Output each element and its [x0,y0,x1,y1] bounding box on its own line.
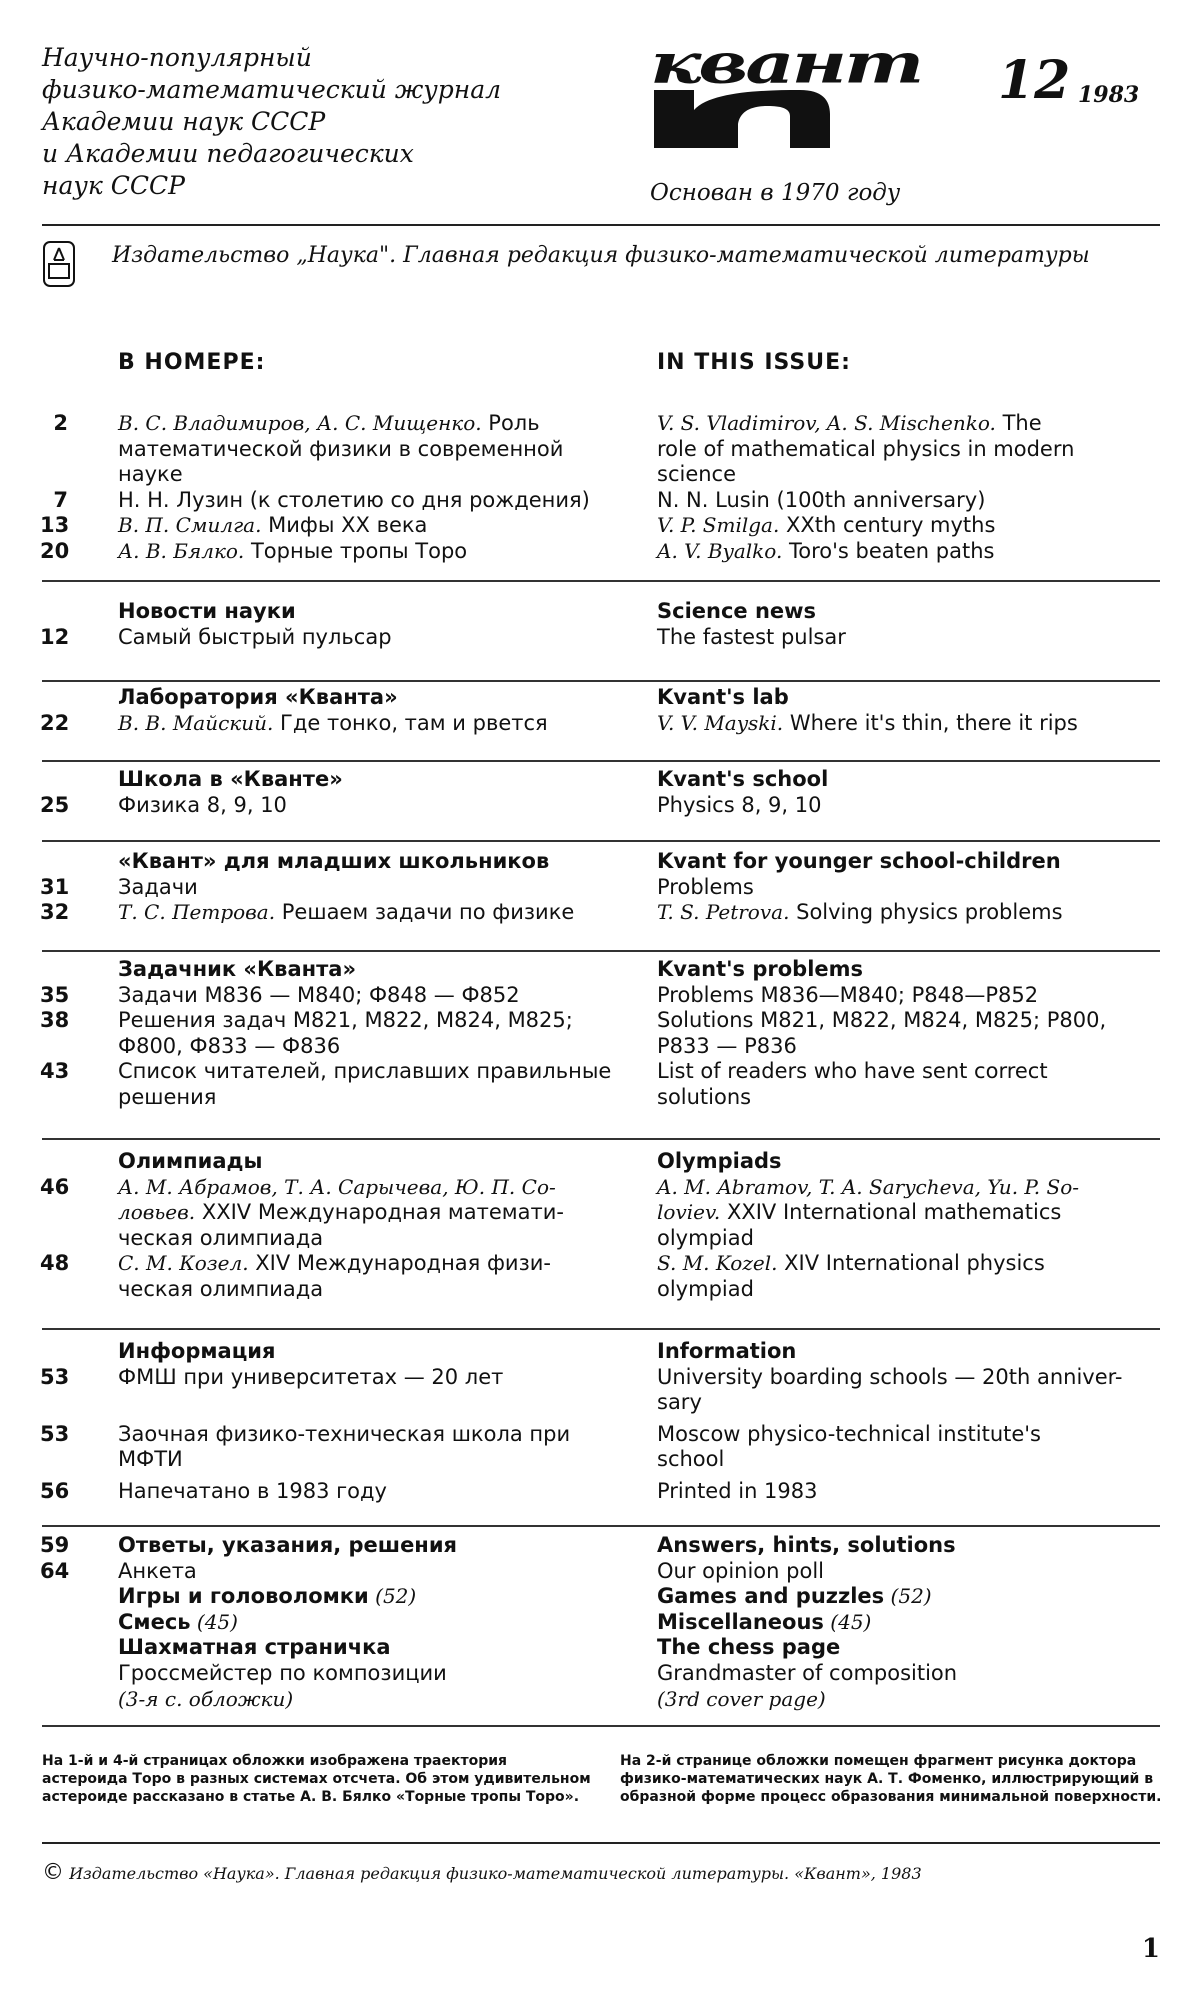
entry-line-ru [118,1033,340,1059]
page-ref: 22 [40,710,70,735]
final-item-ru [118,1609,238,1635]
entry-line-en [657,1058,1048,1084]
entry-text: математической физики в современной [118,436,564,461]
author-names: A. V. Byalko. [657,539,783,563]
entry-text: olympiad [657,1225,754,1250]
item-label: Игры и головоломки [118,1584,369,1609]
section-title-en: Kvant's school [657,767,829,791]
entry-line-ru [118,1421,570,1447]
entry-text: Физика 8, 9, 10 [118,792,287,817]
item-page-note: (45) [823,1609,872,1634]
item-page-note: (45) [190,1609,238,1634]
section-title-en: Science news [657,599,817,623]
entry-text: Toro's beaten paths [782,539,995,563]
author-names: В. В. Майский. [118,710,274,735]
heading-ru: В НОМЕРЕ: [118,350,266,375]
entry-text: Moscow physico-technical institute's [657,1421,1041,1446]
entry-text: XXth century myths [779,513,996,538]
final-item-en [657,1532,956,1558]
entry-text: The fastest pulsar [657,624,846,649]
page-ref: 53 [40,1364,70,1389]
entry-line-ru [118,1364,503,1390]
entry-text: olympiad [657,1277,754,1301]
entry-text: Заочная физико-техническая школа при [118,1421,571,1446]
page-ref: 31 [40,874,70,899]
entry-text: List of readers who have sent correct [657,1059,1048,1084]
section-title-ru: Лаборатория «Кванта» [118,685,398,709]
page-ref: 12 [40,624,70,649]
entry-text: Список читателей, приславших правильные [118,1059,612,1084]
author-names: S. M. Kozel. [657,1251,778,1276]
entry-text: Ф800, Ф833 — Ф836 [118,1033,341,1058]
entry-line-ru [118,1058,611,1084]
item-label: Answers, hints, solutions [657,1533,956,1557]
entry-line-en [657,436,1074,462]
item-label: The chess page [657,1635,841,1660]
subtitle-line: Академии наук СССР [42,107,326,136]
entry-line-ru [118,410,540,436]
page-ref: 13 [40,513,70,538]
kvant-logo [650,31,922,102]
entry-line-ru [118,874,198,900]
page-ref: 53 [40,1421,70,1446]
entry-text: Printed in 1983 [657,1479,818,1503]
publisher-line: Издательство „Наука". Главная редакция физико-математической литературы [112,243,1090,268]
section-divider [42,1525,1160,1527]
subtitle-line: и Академии педагогических [42,139,414,168]
entry-line-en [657,1478,818,1504]
final-item-en [657,1634,840,1660]
entry-line-en [657,1364,1123,1390]
page-ref: 59 [40,1533,70,1557]
author-names: Т. С. Петрова. [118,900,276,925]
page-ref: 7 [53,487,68,512]
copyright-icon: © [42,1860,64,1885]
entry-text: XXIV Международная математи- [195,1200,564,1225]
final-item-ru [118,1583,416,1609]
final-item-en [657,1558,824,1584]
entry-line-ru [118,1084,216,1110]
entry-text: XIV International physics [777,1251,1045,1276]
item-page-note: (52) [884,1584,932,1609]
author-names: А. В. Бялко. [118,539,245,563]
entry-text: sary [657,1390,702,1415]
entry-line-ru [118,624,392,650]
subtitle-line: Научно-популярный [42,43,312,72]
entry-text: Где тонко, там и рвется [273,710,548,735]
entry-line-en [657,461,736,487]
heading-en: IN THIS ISSUE: [657,350,851,375]
item-page-note: (3-я с. обложки) [118,1686,294,1711]
publisher-book-icon [42,240,76,288]
entry-text: науке [118,462,183,487]
section-title-ru: Новости науки [118,599,296,623]
entry-text: Задачи М836 — М840; Ф848 — Ф852 [118,982,520,1007]
entry-text: решения [118,1085,217,1109]
section-divider [42,840,1160,842]
item-label: Смесь [118,1609,191,1634]
entry-line-ru [118,1199,564,1225]
item-label: Ответы, указания, решения [118,1533,458,1557]
entry-text: МФТИ [118,1447,183,1472]
section-title-en: Kvant for younger school-children [657,849,1061,873]
entry-line-ru [118,1446,183,1472]
entry-line-ru [118,538,467,564]
logo-k-block [650,90,830,148]
cover-note-right: На 2-й странице обложки помещен фрагмент рисунка доктора физико-математических наук А. Т. Фоменко, иллюстрирующий в образной форме процесс образования минимальной поверхности. [620,1753,1162,1805]
entry-line-en [657,899,1063,925]
entry-line-ru [118,1225,323,1251]
entry-line-ru [118,710,548,736]
page-ref: 32 [40,900,70,925]
page-ref: 56 [40,1479,70,1503]
item-page-note: (3rd cover page) [657,1686,826,1711]
section-title-en: Kvant's lab [657,685,789,709]
entry-line-en [657,1084,751,1110]
item-page-note: (52) [368,1584,417,1609]
section-divider [42,760,1160,762]
entry-line-en [657,624,846,650]
page-ref: 35 [40,982,70,1007]
entry-line-en [657,1389,702,1415]
author-names: ловьев. [118,1200,196,1225]
entry-line-en [657,1033,797,1059]
entry-text: Problems [657,874,754,899]
page-ref: 38 [40,1008,70,1033]
entry-line-ru [118,899,574,925]
final-item-ru [118,1634,391,1660]
logo-wordmark: квант [650,31,922,96]
entry-text: Where it's thin, there it rips [783,710,1078,735]
entry-line-ru [118,512,427,538]
section-title-ru: Информация [118,1339,276,1363]
entry-text: Самый быстрый пульсар [118,624,392,649]
item-label: Miscellaneous [657,1609,824,1634]
section-divider [42,1138,1160,1140]
section-title-ru: Школа в «Кванте» [118,767,343,791]
entry-line-en [657,982,1038,1008]
author-names: loviev. [657,1200,721,1225]
entry-text: University boarding schools — 20th anniver- [657,1364,1123,1389]
section-title-en: Olympiads [657,1149,782,1173]
final-item-ru [118,1558,197,1584]
entry-line-en [657,512,995,538]
section-title-ru: Задачник «Кванта» [118,957,357,981]
entry-line-en [657,410,1042,436]
entry-line-ru [118,436,563,462]
entry-line-en [657,1250,1045,1276]
entry-line-en [657,1174,1079,1200]
entry-line-en [657,487,985,513]
entry-text: P833 — P836 [657,1033,797,1058]
author-names: С. М. Козел. [118,1251,249,1276]
item-label: Гроссмейстер по композиции [118,1661,447,1685]
issue-year: 1983 [1078,82,1140,108]
entry-line-en [657,1276,754,1302]
entry-text: N. N. Lusin (100th anniversary) [657,487,986,512]
final-item-en [657,1609,871,1635]
page-number: 1 [1141,1934,1160,1964]
entry-text: XIV Международная физи- [248,1251,551,1276]
author-names: В. П. Смилга. [118,513,262,538]
entry-line-ru [118,1276,323,1302]
entry-text: Solving physics problems [789,900,1063,925]
final-item-ru [118,1686,293,1712]
author-names: A. M. Abramov, T. A. Sarycheva, Yu. P. So- [657,1174,1080,1199]
section-divider [42,1725,1160,1727]
entry-line-en [657,1225,754,1251]
entry-text: ФМШ при университетах — 20 лет [118,1364,504,1389]
entry-line-ru [118,1250,551,1276]
section-title-ru: Олимпиады [118,1149,263,1173]
page-ref: 48 [40,1251,70,1276]
entry-line-en [657,1421,1041,1447]
entry-text: ческая олимпиада [118,1277,324,1301]
entry-text: role of mathematical physics in modern [657,436,1075,461]
page-ref: 25 [40,792,70,817]
entry-text: XXIV International mathematics [720,1200,1062,1225]
item-label: Grandmaster of composition [657,1661,958,1685]
final-item-en [657,1583,932,1609]
entry-line-en [657,792,821,818]
header-divider [42,224,1160,226]
section-title-ru: «Квант» для младших школьников [118,849,550,873]
entry-line-en [657,1199,1061,1225]
journal-subtitle [42,42,562,202]
item-label: Our opinion poll [657,1558,824,1583]
author-names: T. S. Petrova. [657,900,790,925]
page-ref: 43 [40,1059,70,1084]
entry-line-en [657,1446,724,1472]
item-label: Шахматная страничка [118,1635,391,1660]
entry-line-en [657,538,994,564]
entry-line-en [657,874,754,900]
final-item-en [657,1686,826,1712]
section-divider [42,580,1160,582]
entry-text: solutions [657,1085,752,1109]
author-names: А. М. Абрамов, Т. А. Сарычева, Ю. П. Со- [118,1174,556,1199]
entry-text: Решения задач М821, М822, М824, М825; [118,1008,573,1033]
entry-text: Роль [481,411,540,435]
entry-text: Physics 8, 9, 10 [657,792,822,817]
author-names: V. V. Mayski. [657,710,784,735]
final-item-ru [118,1660,447,1686]
entry-line-en [657,1007,1106,1033]
final-item-ru [118,1532,457,1558]
page-ref: 64 [40,1558,70,1583]
entry-text: The [995,411,1042,435]
entry-text: Problems M836—M840; P848—P852 [657,982,1039,1007]
author-names: В. С. Владимиров, А. С. Мищенко. [118,411,482,435]
entry-text: Напечатано в 1983 году [118,1479,387,1503]
subtitle-line: наук СССР [42,171,185,200]
cover-note-left: На 1-й и 4-й страницах обложки изображена траектория астероида Торо в разных системах отсчета. Об этом удивительном астероиде рассказано в статье А. В. Бялко «Торные тропы Торо». [42,1753,591,1805]
founded-line: Основан в 1970 году [650,180,901,206]
author-names: V. P. Smilga. [657,513,780,538]
entry-line-en [657,710,1078,736]
page-ref: 46 [40,1174,70,1199]
entry-line-ru [118,487,590,513]
section-divider [42,680,1160,682]
entry-text: ческая олимпиада [118,1225,324,1250]
entry-line-ru [118,1174,556,1200]
footer-divider [42,1842,1160,1844]
copyright-text: Издательство «Наука». Главная редакция физико-математической литературы. «Квант», 1983 [69,1864,922,1883]
entry-line-ru [118,1478,387,1504]
item-label: Games and puzzles [657,1584,885,1609]
entry-text: Задачи [118,874,198,899]
page-ref: 2 [53,411,68,435]
item-label: Анкета [118,1558,197,1583]
entry-text: Мифы XX века [261,513,428,538]
entry-text: Решаем задачи по физике [275,900,575,925]
section-divider [42,1328,1160,1330]
entry-text: Н. Н. Лузин (к столетию со дня рождения) [118,487,590,512]
issue-number: 12 [998,50,1071,111]
section-divider [42,950,1160,952]
entry-line-ru [118,461,183,487]
section-title-en: Kvant's problems [657,957,864,981]
final-item-en [657,1660,957,1686]
copyright-line [42,1860,922,1885]
entry-text: school [657,1447,725,1472]
author-names: V. S. Vladimirov, A. S. Mischenko. [657,411,996,435]
entry-line-ru [118,982,520,1008]
entry-line-ru [118,1007,573,1033]
entry-text: science [657,462,737,487]
entry-line-ru [118,792,287,818]
entry-text: Торные тропы Торо [244,539,468,563]
subtitle-line: физико-математический журнал [42,75,502,104]
entry-text: Solutions M821, M822, M824, M825; P800, [657,1008,1107,1033]
section-title-en: Information [657,1339,797,1363]
page-ref: 20 [40,539,70,563]
